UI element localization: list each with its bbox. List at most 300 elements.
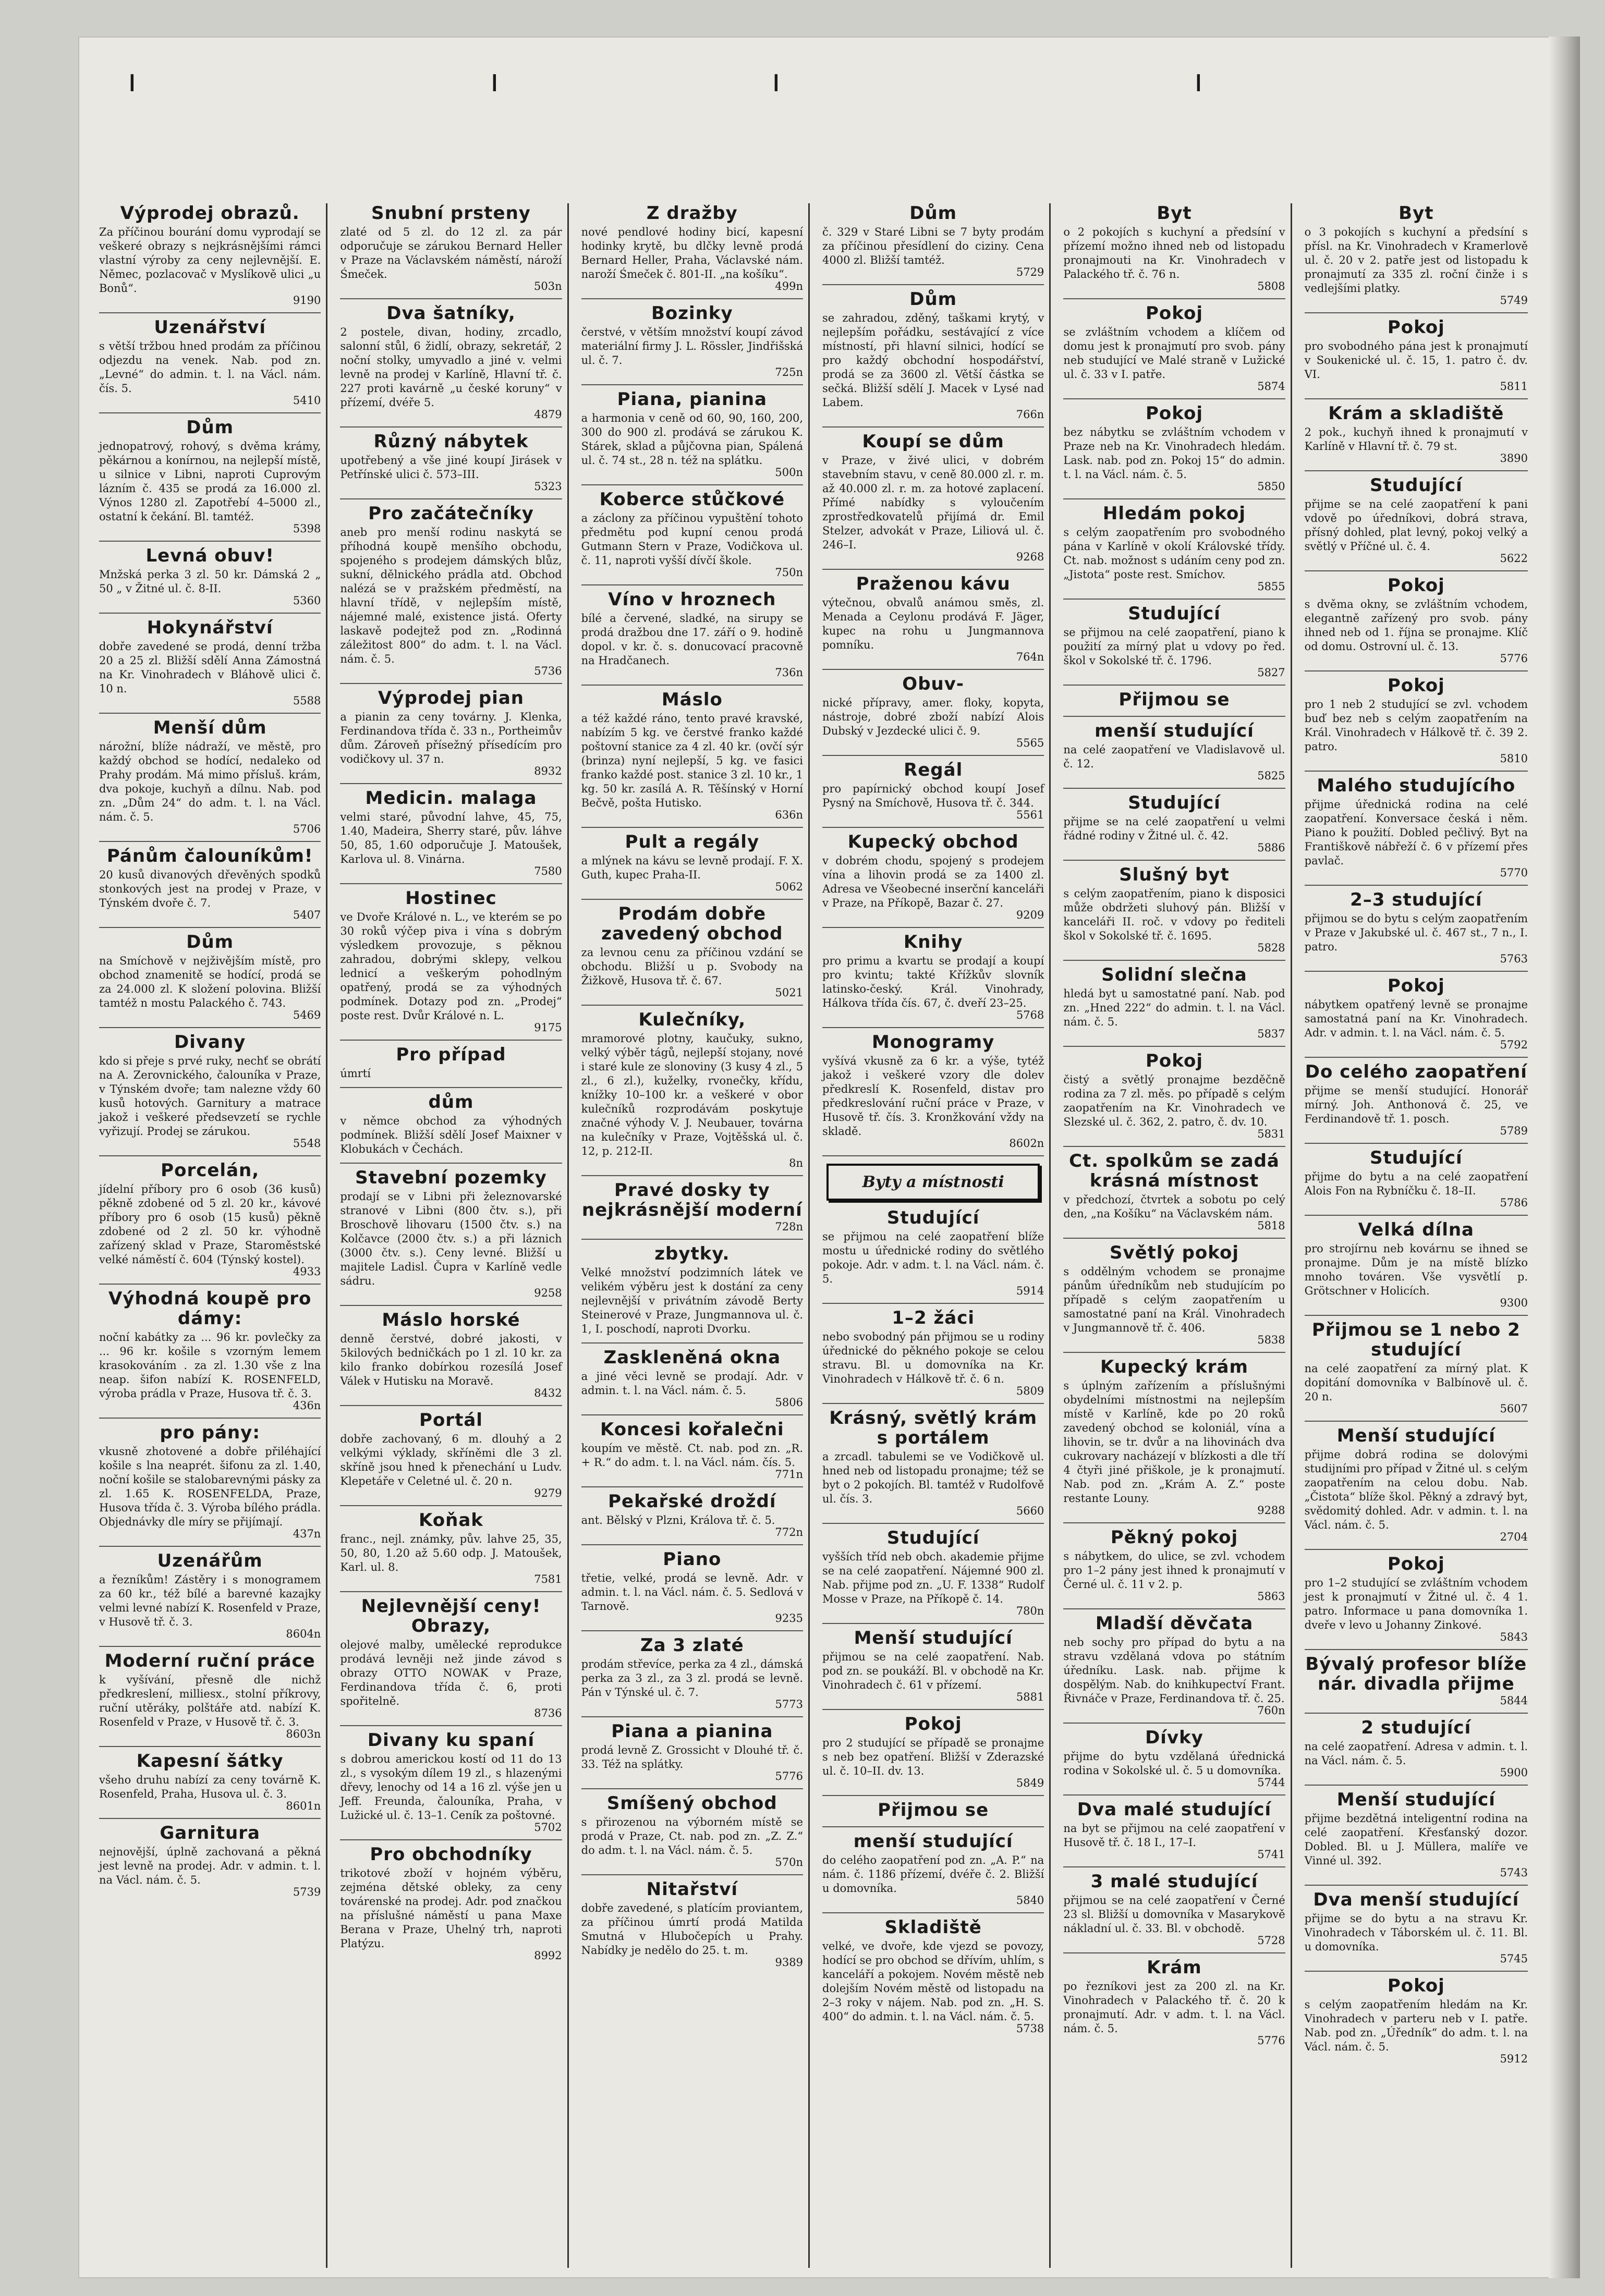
column-6 bbox=[1299, 203, 1533, 2268]
ad-text: upotřebený a vše jiné koupí Jirásek v Petřínské ulici č. 573–III. bbox=[340, 454, 562, 481]
ad-number: 9209 bbox=[1016, 909, 1044, 921]
ad-text: na celé zaopatření. Adresa v admin. t. l. na Václ. nám. č. 5. bbox=[1304, 1740, 1528, 1767]
ad-text: pro papírnický obchod koupí Josef Pysný na Smíchově, Husova tř. č. 344. bbox=[822, 783, 1044, 809]
ad-text: a řezníkům! Zástěry i s monogramem za 60 kr., též bílé a barevné kazajky velmi levné nabízí K. Rosenfeld v Praze, v Husově tř. č. 3. bbox=[99, 1573, 321, 1628]
ad-title: Dva menší studující bbox=[1313, 1889, 1519, 1910]
ad-title: Malého studujícího bbox=[1317, 775, 1516, 796]
column-3 bbox=[576, 203, 810, 2268]
ad-number: 5886 bbox=[1257, 841, 1285, 854]
ad-number: 5738 bbox=[1016, 2022, 1044, 2035]
ad-text: franc., nejl. známky, pův. lahve 25, 35, 50, 80, 1.20 až 5.60 odp. J. Matoušek, Karl. ul. 8. bbox=[340, 1533, 562, 1573]
classified-ad bbox=[1305, 1976, 1528, 2065]
ad-text: pro strojírnu neb kovárnu se ihned se pronajme. Dům je na místě blízko mnoho továren. Vše vysvětlí p. Grötschner v Holicích. bbox=[1304, 1242, 1528, 1297]
ad-divider bbox=[581, 1630, 803, 1631]
ad-divider bbox=[340, 1839, 562, 1840]
ad-text: dobře zavedené se prodá, denní tržba 20 a 25 zl. Bližší sdělí Anna Zámostná na Kr. Vinohradech v Bláhově ulici č. 10 n. bbox=[99, 640, 321, 695]
ad-divider bbox=[822, 426, 1044, 428]
ad-divider bbox=[1063, 716, 1285, 717]
ad-text: o 2 pokojích s kuchyní a předsíní v přízemí možno ihned neb od listopadu pronajmouti na Kr. Vinohradech v Palackého tř. č. 76 n. bbox=[1063, 226, 1285, 280]
classified-ad bbox=[340, 303, 562, 420]
ad-divider bbox=[581, 1788, 803, 1789]
ad-divider bbox=[1305, 1315, 1528, 1316]
classified-ad bbox=[822, 203, 1044, 278]
ad-number: 5808 bbox=[1257, 280, 1285, 292]
ad-number: 5360 bbox=[293, 594, 321, 607]
classified-ad bbox=[1305, 976, 1528, 1051]
ad-divider bbox=[822, 284, 1044, 285]
classified-ad bbox=[340, 1510, 562, 1585]
ad-number: 5763 bbox=[1500, 952, 1528, 965]
classified-ad bbox=[581, 590, 803, 678]
ad-text: jídelní příbory pro 6 osob (36 kusů) pěkně zdobené od 5 zl. 20 kr., kávové příbory pro 6 osob (15 kusů) pěkně zdobené od 2 zl. 50 kr. výhodně zařízený sklad v Praze, Staroměstské velké náměstí č. 604 (Týnský kostel). bbox=[99, 1183, 321, 1266]
classified-ad bbox=[340, 432, 562, 492]
classified-ad bbox=[581, 1721, 803, 1782]
ad-divider bbox=[1305, 670, 1528, 671]
ad-text: přijme se na celé zaopatření u velmi řádné rodiny v Žitné ul. č. 42. bbox=[1063, 815, 1285, 842]
ad-divider bbox=[581, 1342, 803, 1344]
ad-divider bbox=[1305, 1215, 1528, 1216]
classified-ad bbox=[822, 289, 1044, 420]
classified-ad bbox=[99, 203, 321, 306]
ad-text: po řezníkovi jest za 200 zl. na Kr. Vinohradech v Palackého tř. č. 20 k pronajmutí. Adr. v adm. t. l. na Václ. nám. č. 5. bbox=[1063, 1980, 1285, 2035]
ad-divider bbox=[340, 1087, 562, 1088]
ad-text: vkusně zhotovené a dobře přiléhající košile s lna neaprét. šifonu za zl. 1.40, noční košile se stalobarevnými pásky za zl. 1.65 K. ROSENFELDA, Praze, Husova třída č. 3. Výroba bílého prádla. Objednávky dle míry se přijímají. bbox=[99, 1445, 321, 1528]
ad-title: Dům bbox=[186, 417, 234, 438]
ad-number: 5706 bbox=[293, 823, 321, 835]
column-5 bbox=[1058, 203, 1292, 2268]
ad-title: Kulečníky, bbox=[638, 1009, 746, 1030]
ad-title: Pokoj bbox=[1145, 303, 1203, 324]
ad-divider bbox=[1305, 1057, 1528, 1058]
ad-number: 4933 bbox=[293, 1265, 321, 1278]
ad-text: a zrcadl. tabulemi se ve Vodičkově ul. hned neb od listopadu pronajme; též se byt o 2 pokojích. Bl. tamtéž v Rudolfově ul. čís. 3. bbox=[822, 1450, 1044, 1505]
ad-text: a jiné věci levně se prodají. Adr. v admin. t. l. na Václ. nám. č. 5. bbox=[581, 1370, 803, 1397]
ad-title: Pánům čalouníkům! bbox=[106, 846, 313, 866]
ad-divider bbox=[340, 683, 562, 684]
ad-divider bbox=[99, 412, 321, 413]
ad-title: Koncesi kořalečni bbox=[600, 1419, 784, 1440]
classified-ad bbox=[1063, 1958, 1285, 2046]
ad-divider bbox=[1305, 398, 1528, 399]
ad-title: Pro obchodníky bbox=[370, 1844, 532, 1865]
ad-text: nábytkem opatřený levně se pronajme samostatná paní na Kr. Vinohradech. Adr. v admin. t. l. na Václ. nám. č. 5. bbox=[1304, 998, 1528, 1039]
classified-ad bbox=[340, 1045, 562, 1081]
ad-divider bbox=[1305, 1885, 1528, 1886]
ad-number: 5745 bbox=[1500, 1952, 1528, 1965]
ad-title: 2–3 studující bbox=[1350, 889, 1482, 910]
ad-text: a též každé ráno, tento pravé kravské, nabízím 5 kg. ve čerstvé franko každé poštovní stanice za 4 zl. 40 kr. (ovčí sýr (brinza) nyní nejlepší, 5 kg. ve fasici franko každé post. stanice 3 zl. 10 kr., 1 kg. 50 kr. zasílá A. R. Těšínský v Horní Bečvě, pošta Hutisko. bbox=[581, 712, 803, 809]
classified-ad bbox=[1063, 793, 1285, 853]
ad-number: 5855 bbox=[1257, 580, 1285, 593]
ad-text: jednopatrový, rohový, s dvěma krámy, pěkárnou a konírnou, na nejlepší místě, u silnice v Libni, naproti Cuprovým lázním č. 435 se prodá za 16.000 zl. Výnos 1280 zl. Zapotřebí 4–5000 zl., ostatní k čekání. Bl. tamtéž. bbox=[99, 440, 321, 523]
ad-title: Pravé dosky ty nejkrásnější moderní bbox=[581, 1180, 803, 1220]
classified-ad bbox=[822, 1831, 1044, 1906]
ad-number: 5818 bbox=[1257, 1219, 1285, 1232]
ad-number: 5786 bbox=[1500, 1196, 1528, 1209]
ad-text: aneb pro menší rodinu naskytá se příhodná koupě menšího obchodu, spojeného s prodejem dámských blůz, sukní, dělnického prádla atd. Obchod nalézá se v pražském předměstí, na hlavní třídě, v nejlepším místě, nájemné malé, existence jistá. Oferty laskavě podejtež pod zn. „Rodinná záležitost 800“ do adm. t. l. na Václ. nám. č. 5. bbox=[340, 526, 562, 665]
ad-number: 5410 bbox=[293, 394, 321, 407]
ad-text: a mlýnek na kávu se levně prodají. F. X. Guth, kupec Praha-II. bbox=[581, 854, 803, 881]
ad-divider bbox=[1063, 1238, 1285, 1239]
ad-title: Nitařství bbox=[646, 1879, 738, 1900]
ad-number: 8604n bbox=[286, 1628, 321, 1640]
ad-number: 736n bbox=[775, 666, 803, 679]
ad-title: Menší studující bbox=[854, 1628, 1013, 1648]
ad-title: Za 3 zlaté bbox=[640, 1635, 744, 1656]
ad-divider bbox=[340, 498, 562, 499]
ad-text: 20 kusů divanových dřevěných spodků stonkových jest na prodej v Praze, v Týnském dvoře č. 7. bbox=[99, 869, 321, 909]
ad-divider bbox=[822, 1826, 1044, 1827]
ad-text: přijmou se na celé zaopatření v Černé 23 sl. Bližší u domovníka v Masarykově nákladní ul. č. 33. Bl. v obchodě. bbox=[1063, 1894, 1285, 1935]
ad-title: Krám bbox=[1147, 1957, 1202, 1978]
ad-number: 5736 bbox=[534, 665, 562, 677]
ad-text: nejnovější, úplně zachovaná a pěkná jest levně na prodej. Adr. v admin. t. l. na Václ. nám. č. 5. bbox=[99, 1846, 321, 1886]
ad-text: kdo si přeje s prvé ruky, nechť se obrátí na A. Zerovnického, čalouníka v Praze, v Týnském dvoře; tam nalezne vždy 60 kusů hotových. Garnitury a matrace jakož i veškeré předsevzetí se rychle vyřizují. Prodej se zárukou. bbox=[99, 1055, 321, 1138]
ad-number: 5622 bbox=[1500, 552, 1528, 565]
ad-text: přijme dobrá rodina se dolovými studijními pro případ v Žitné ul. s celým zaopatřením na celou dobu. Nab. „Čistota“ blíže škol. Pěkný a zdravý byt, svědomitý dohled. Adr. v admin. t. l. na Václ. nám. č. 5. bbox=[1304, 1448, 1528, 1531]
classified-ad bbox=[99, 618, 321, 706]
ad-title: Dva malé studující bbox=[1077, 1799, 1272, 1820]
ad-number: 5900 bbox=[1500, 1766, 1528, 1779]
ad-number: 5768 bbox=[1016, 1009, 1044, 1021]
ad-title: Z dražby bbox=[646, 203, 738, 224]
ad-title: Máslo horské bbox=[382, 1310, 520, 1330]
classified-ad bbox=[1305, 1320, 1528, 1414]
ad-title: Mladší děvčata bbox=[1095, 1613, 1254, 1634]
ad-number: 5844 bbox=[1500, 1694, 1528, 1707]
ad-text: přijmou se na celé zaopatření. Nab. pod zn. se poukáží. Bl. v obchodě na Kr. Vinohradech č. 61 v přízemí. bbox=[822, 1651, 1044, 1691]
classified-ad bbox=[1063, 690, 1285, 710]
ad-text: a pianin za ceny továrny. J. Klenka, Ferdinandova třída č. 33 n., Portheimův dům. Zároveň přísežný přísedícím pro vodičkovy ul. 37 n. bbox=[340, 711, 562, 765]
ad-number: 5660 bbox=[1016, 1505, 1044, 1517]
ad-title: Slušný byt bbox=[1119, 864, 1230, 885]
ad-number: 436n bbox=[293, 1399, 321, 1412]
ad-number: 7580 bbox=[534, 865, 562, 877]
ad-number: 5806 bbox=[775, 1396, 803, 1409]
ad-title: Obuv- bbox=[902, 674, 965, 694]
ad-title: Přijmou se bbox=[878, 1800, 989, 1821]
classified-ad bbox=[581, 1492, 803, 1538]
ad-divider bbox=[1063, 860, 1285, 861]
classified-ad bbox=[1305, 475, 1528, 564]
ad-divider bbox=[822, 569, 1044, 570]
ad-divider bbox=[1063, 599, 1285, 600]
ad-divider bbox=[340, 1591, 562, 1592]
classified-ad bbox=[1063, 1872, 1285, 1946]
ad-divider bbox=[1063, 1146, 1285, 1147]
ad-text: výtečnou, obvalů anámou směs, zl. Menada a Ceylonu prodává F. Jäger, kupec na rohu u Jungmannova pomníku. bbox=[822, 596, 1044, 651]
ad-divider bbox=[340, 883, 562, 884]
ad-text: v Praze, v živé ulici, v dobrém stavebním stavu, v ceně 80.000 zl. r. m. až 40.000 zl. r. m. za hotové zaplacení. Přímé nabídky s vyloučením zprostředkovatelů přijímá dr. Emil Stelzer, advokát v Praze, Liliová ul. č. 246–I. bbox=[822, 454, 1044, 551]
classified-ad bbox=[99, 1289, 321, 1411]
ad-divider bbox=[1305, 312, 1528, 313]
ad-divider bbox=[340, 1163, 562, 1164]
ad-title: Solidní slečna bbox=[1101, 964, 1247, 985]
classified-ad bbox=[1063, 1243, 1285, 1346]
ad-number: 766n bbox=[1016, 408, 1044, 421]
ad-text: hledá byt u samostatné paní. Nab. pod zn. „Hned 222“ do admin. t. l. na Václ. nám. č. 5. bbox=[1063, 987, 1285, 1028]
classified-ad bbox=[581, 832, 803, 893]
ad-text: neb sochy pro případ do bytu a na stravu vzdělaná vdova po státním úředníku. Lask. nab. přijme k dospělým. Nab. do knihkupectví Frant. Řivnáče v Praze, Ferdinandova tř. č. 25. bbox=[1063, 1636, 1285, 1705]
ad-title: Hostinec bbox=[405, 888, 497, 909]
ad-text: s úplným zařízením a příslušnými obydelními místnostmi na nejlepším místě v Karlíně, kde po 20 roků zavedený obchod se koloniál, vína a lihovin, se tr. dvůr a na lihovinách dva cukrovary nacházejí v blízkosti a dle tří 4 čtyři jiné přiškole, je k pronajmutí. Nab. pod zn. „Krám A. Z.“ poste restante Louny. bbox=[1063, 1379, 1285, 1505]
ad-number: 5849 bbox=[1016, 1777, 1044, 1789]
ad-title: menší studující bbox=[1095, 720, 1254, 741]
ad-text: všeho druhu nabízí za ceny továrně K. Rosenfeld, Praha, Husova ul. č. 3. bbox=[99, 1774, 321, 1800]
classified-ad bbox=[581, 904, 803, 998]
ad-divider bbox=[99, 1155, 321, 1156]
ad-divider bbox=[99, 613, 321, 614]
ad-text: v němce obchod za výhodných podmínek. Bližší sdělí Josef Maixner v Klobukách v Čechách. bbox=[340, 1115, 562, 1155]
ad-number: 8992 bbox=[534, 1949, 562, 1962]
ad-text: trikotové zboží v hojném výběru, zejména dětské obleky, za ceny továrenské na prodej. Adr. pod značkou na příslušné náměstí u pana Maxe Berana v Praze, Uhelný trh, naproti Platýzu. bbox=[340, 1867, 562, 1950]
ad-divider bbox=[99, 1284, 321, 1285]
classified-ad bbox=[1305, 404, 1528, 464]
ad-text: s celým zaopatřením pro svobodného pána v Karlíně v okolí Královské třídy. Ct. nab. možnost s udáním ceny pod zn. „Jistota“ poste rest. Smíchov. bbox=[1063, 526, 1285, 581]
ad-number: 7581 bbox=[534, 1573, 562, 1585]
ad-title: dům bbox=[428, 1092, 474, 1113]
ad-divider bbox=[581, 1005, 803, 1006]
ad-text: pro 1 neb 2 studující se zvl. vchodem buď bez neb s celým zaopatřením na Král. Vinohradech v Hálkově tř. č. 39 2. patro. bbox=[1304, 698, 1528, 753]
ad-title: Pult a regály bbox=[625, 832, 760, 852]
ad-divider bbox=[1063, 960, 1285, 961]
classified-ad bbox=[340, 1410, 562, 1499]
classified-ad bbox=[581, 203, 803, 292]
classified-columns bbox=[94, 203, 1533, 2268]
ad-number: 5728 bbox=[1257, 1934, 1285, 1947]
ad-divider bbox=[822, 755, 1044, 756]
ad-title: Praženou kávu bbox=[856, 573, 1011, 594]
ad-divider bbox=[99, 841, 321, 842]
classified-ad bbox=[340, 1092, 562, 1156]
ad-number: 5062 bbox=[775, 881, 803, 893]
ad-number: 5743 bbox=[1500, 1866, 1528, 1879]
ad-divider bbox=[1305, 971, 1528, 972]
ad-title: Pokoj bbox=[1145, 1051, 1203, 1071]
ad-title: Piana, pianina bbox=[617, 389, 768, 410]
classified-ad bbox=[99, 718, 321, 835]
ad-number: 5881 bbox=[1016, 1691, 1044, 1703]
ad-number: 5398 bbox=[293, 522, 321, 535]
ad-number: 5729 bbox=[1016, 266, 1044, 278]
ad-divider bbox=[99, 1746, 321, 1747]
ad-text: pro svobodného pána jest k pronajmutí v Soukenické ul. č. 15, 1. patro č. dv. VI. bbox=[1304, 340, 1528, 381]
ad-number: 5739 bbox=[293, 1886, 321, 1898]
ad-divider bbox=[99, 312, 321, 313]
ad-text: Za příčinou bourání domu vyprodají se veškeré obrazy s nejkrásnějšími rámci vlastní výroby za ceny nejlevnější. E. Němec, pozlacovač v Myslíkově ulici „u Bonů“. bbox=[99, 226, 321, 295]
ad-title: Medicin. malaga bbox=[365, 788, 537, 809]
ad-title: Snubní prsteny bbox=[371, 203, 531, 224]
ad-title: Piana a pianina bbox=[611, 1721, 773, 1742]
column-2 bbox=[335, 203, 568, 2268]
ad-divider bbox=[1305, 885, 1528, 886]
ad-title: Kupecký krám bbox=[1100, 1357, 1248, 1377]
ad-text: na celé zaopatření ve Vladislavově ul. č. 12. bbox=[1063, 743, 1285, 770]
ad-text: pro 1–2 studující se zvláštním vchodem jest k pronajmutí v Žitné ul. č. 4 1. patro. Informace u pana domovníka 1. dveře v levo u Johanny Zinkové. bbox=[1304, 1577, 1528, 1631]
ad-divider bbox=[1063, 298, 1285, 299]
ad-divider bbox=[581, 899, 803, 900]
ad-text: přijme se do bytu a na stravu Kr. Vinohradech v Táborském ul. č. 11. Bl. u domovníka. bbox=[1304, 1912, 1528, 1953]
ad-divider bbox=[1063, 1046, 1285, 1047]
ad-number: 8602n bbox=[1009, 1137, 1044, 1150]
ad-text: čerstvé, v větším množství koupí závod materiální firmy J. L. Rössler, Jindřišská ul. č. 7. bbox=[581, 326, 803, 367]
ad-text: se přijmou na celé zaopatření blíže mostu u úřednické rodiny do světlého pokoje. Adr. v adm. t. l. na Václ. nám. č. 5. bbox=[822, 1230, 1044, 1285]
ad-number: 728n bbox=[775, 1220, 803, 1233]
classified-ad bbox=[340, 1596, 562, 1719]
ad-text: s oddělným vchodem se pronajme pánům úředníkům neb studujícím po případě s celým zaopatřením u samostatné paní na Král. Vinohradech v Jungmannově tř. č. 406. bbox=[1063, 1265, 1285, 1334]
ad-divider bbox=[1305, 570, 1528, 571]
ad-number: 9235 bbox=[775, 1612, 803, 1625]
ad-text: na byt se přijmou na celé zaopatření v Husově tř. č. 18 I., 17–I. bbox=[1063, 1822, 1285, 1849]
classified-ad bbox=[99, 1161, 321, 1277]
ad-text: k vyšívání, přesně dle nichž předkreslení, milliesx., stolní příkrovy, ruční utěráky, polštáře atd. nabízí K. Rosenfeld v Praze, v Husově tř. č. 3. bbox=[99, 1674, 321, 1728]
ad-divider bbox=[1305, 771, 1528, 772]
ad-divider bbox=[581, 584, 803, 585]
ad-divider bbox=[99, 1027, 321, 1028]
ad-number: 5825 bbox=[1257, 770, 1285, 782]
classified-ad bbox=[99, 317, 321, 406]
ad-text: úmrtí bbox=[340, 1067, 371, 1080]
classified-ad bbox=[1063, 404, 1285, 492]
ad-divider bbox=[822, 1403, 1044, 1404]
ad-divider bbox=[99, 1418, 321, 1419]
ad-number: 725n bbox=[775, 366, 803, 378]
classified-ad bbox=[822, 1800, 1044, 1820]
ad-divider bbox=[822, 1027, 1044, 1028]
classified-ad bbox=[99, 1551, 321, 1640]
ad-divider bbox=[581, 298, 803, 299]
ad-title: Krásný, světlý krám s portálem bbox=[829, 1408, 1038, 1448]
ad-title: Koberce stůčkové bbox=[599, 489, 785, 510]
ad-number: 5776 bbox=[1500, 652, 1528, 665]
ad-number: 570n bbox=[775, 1856, 803, 1868]
classified-ad bbox=[822, 574, 1044, 663]
classified-ad bbox=[822, 832, 1044, 921]
ad-number: 760n bbox=[1257, 1704, 1285, 1717]
classified-ad bbox=[1305, 1426, 1528, 1543]
ad-title: Dva šatníky, bbox=[386, 303, 516, 324]
ad-title: Hokynářství bbox=[147, 617, 273, 638]
classified-ad bbox=[581, 1793, 803, 1868]
classified-ad bbox=[1305, 1062, 1528, 1137]
classified-ad bbox=[1305, 1654, 1528, 1706]
ad-title: Studující bbox=[886, 1528, 980, 1548]
ad-title: Víno v hroznech bbox=[608, 589, 776, 610]
ad-divider bbox=[1305, 1971, 1528, 1972]
ad-number: 5741 bbox=[1257, 1848, 1285, 1861]
classified-ad bbox=[340, 203, 562, 292]
ad-number: 5811 bbox=[1500, 380, 1528, 393]
ad-number: 9389 bbox=[775, 1956, 803, 1969]
ad-title: Koňak bbox=[419, 1510, 483, 1531]
ad-text: o 3 pokojích s kuchyní a předsíní s přísl. na Kr. Vinohradech v Kramerlově ul. č. 20 v 2. patře jest od listopadu k pronajmutí za 335 zl. roční činže i s vedlejšími platky. bbox=[1304, 226, 1528, 295]
ad-number: 5776 bbox=[1257, 2034, 1285, 2047]
ad-number: 5828 bbox=[1257, 942, 1285, 954]
ad-number: 5792 bbox=[1500, 1039, 1528, 1051]
ad-text: se přijmou na celé zaopatření, piano k použití za mírný plat u vdovy po řed. škol v Sokolské tř. č. 1796. bbox=[1063, 626, 1285, 667]
classified-ad bbox=[1305, 1220, 1528, 1309]
ad-title: pro pány: bbox=[160, 1422, 260, 1443]
classified-ad bbox=[340, 1168, 562, 1299]
ad-text: pro 2 studující se případě se pronajme s neb bez opatření. Bližší v Zderazské ul. č. 10–II. dv. 13. bbox=[822, 1737, 1044, 1777]
ad-number: 5863 bbox=[1257, 1590, 1285, 1603]
ad-text: ve Dvoře Králové n. L., ve kterém se po 30 roků výčep piva i vína s dobrým výsledkem provozuje, s pěknou zahradou, dobrými sklepy, velkou lednicí a veškerým pohodlným opatřený, prodá se za výhodných podmínek. Dotazy pod zn. „Prodej“ poste rest. Dvůr Králové n. L. bbox=[340, 911, 562, 1022]
ad-divider bbox=[1305, 1649, 1528, 1650]
ad-divider bbox=[1063, 398, 1285, 399]
ad-text: nebo svobodný pán přijmou se u rodiny úřednické do pěkného pokoje se celou stravu. Bl. u domovníka na Kr. Vinohradech v Hálkově tř. č. 6 n. bbox=[822, 1330, 1044, 1385]
ad-text: přijme se na celé zaopatření k pani vdově po úředníkovi, dobrá strava, přísný dohled, plat levný, pokoj velký a světlý v Příčné ul. č. 4. bbox=[1304, 498, 1528, 553]
classified-ad bbox=[340, 1730, 562, 1833]
ad-title: Kapesní šátky bbox=[136, 1751, 284, 1772]
ad-text: koupím ve městě. Ct. nab. pod zn. „R. + R.“ do adm. t. l. na Václ. nám. čís. 5. bbox=[581, 1442, 803, 1469]
ad-divider bbox=[1063, 788, 1285, 789]
ad-text: přijme se menší studující. Honorář mírný. Joh. Anthonová č. 25, ve Ferdinandově tř. 1. posch. bbox=[1304, 1084, 1528, 1125]
ad-number: 4879 bbox=[534, 408, 562, 421]
classified-ad bbox=[581, 1180, 803, 1232]
ad-divider bbox=[581, 1874, 803, 1875]
ad-divider bbox=[99, 713, 321, 714]
ad-divider bbox=[1063, 1608, 1285, 1609]
ad-title: Dívky bbox=[1145, 1727, 1203, 1748]
ad-text: prodám střevíce, perka za 4 zl., dámská perka za 3 zl., za 3 zl. prodá se levně. Pán v Týnské ul. č. 7. bbox=[581, 1658, 803, 1699]
ad-text: s nábytkem, do ulice, se zvl. vchodem pro 1–2 pány jest ihned k pronajmutí v Černé ul. č. 11 v 2. p. bbox=[1063, 1550, 1285, 1591]
ad-divider bbox=[822, 1155, 1044, 1156]
ad-title: Krám a skladiště bbox=[1328, 403, 1504, 424]
ad-number: 5789 bbox=[1500, 1125, 1528, 1137]
ad-text: 2 postele, divan, hodiny, zrcadlo, salonní stůl, 6 židlí, obrazy, sekretář, 2 noční stolky, umyvadlo a jiné v. velmi levně na prodej v Karlíně, Hlavní tř. č. 227 proti kavárně „u české koruny“ v přízemí, dvéře 5. bbox=[340, 326, 562, 409]
ad-title: menší studující bbox=[853, 1831, 1013, 1852]
ad-title: Studující bbox=[1370, 1147, 1463, 1168]
ad-title: Smíšený obchod bbox=[606, 1793, 777, 1814]
ad-title: Menší studující bbox=[1336, 1425, 1495, 1446]
ad-text: nárožní, blíže nádraží, ve městě, pro každý obchod se hodící, nedaleko od Prahy prodám. Má mimo přísluš. krám, dva pokoje, kuchyň a dílnu. Nab. pod zn. „Dům 24“ do adm. t. l. na Václ. nám. č. 5. bbox=[99, 740, 321, 823]
classified-ad bbox=[340, 504, 562, 677]
ad-title: 1–2 žáci bbox=[892, 1308, 975, 1328]
ad-title: 3 malé studující bbox=[1090, 1871, 1258, 1892]
ad-divider bbox=[822, 1709, 1044, 1710]
ad-divider bbox=[581, 827, 803, 828]
page-edge-shadow bbox=[1549, 36, 1580, 2278]
ad-title: Pro začátečníky bbox=[368, 503, 534, 524]
ad-text: přijme úřednická rodina na celé zaopatření. Konversace česká i něm. Piano k použití. Dobled pečlivý. Byt na Františkově nábřeží č. 6 v přízemí přes pavlač. bbox=[1304, 798, 1528, 867]
ad-title: Dům bbox=[909, 289, 957, 310]
top-mark: ı bbox=[490, 63, 499, 99]
ad-divider bbox=[99, 1546, 321, 1547]
classified-ad bbox=[1063, 203, 1285, 292]
ad-number: 5702 bbox=[534, 1821, 562, 1834]
ad-number: 772n bbox=[775, 1526, 803, 1538]
ad-title: Ct. spolkům se zadá krásná místnost bbox=[1069, 1151, 1280, 1191]
ad-number: 5809 bbox=[1016, 1385, 1044, 1397]
classified-ad bbox=[581, 690, 803, 821]
ad-number: 9258 bbox=[534, 1287, 562, 1299]
ad-divider bbox=[1305, 470, 1528, 471]
ad-text: v předchozí, čtvrtek a sobotu po celý den, „na Košíku“ na Václavském nám. bbox=[1063, 1193, 1285, 1220]
ad-title: Piano bbox=[663, 1549, 722, 1570]
classified-ad bbox=[340, 1310, 562, 1399]
ad-divider bbox=[1305, 1785, 1528, 1786]
ad-number: 5840 bbox=[1016, 1894, 1044, 1907]
ad-number: 5850 bbox=[1257, 480, 1285, 493]
ad-text: zlaté od 5 zl. do 12 zl. za pár odporučuje se zárukou Bernard Heller v Praze na Václavském náměstí, nároží Śmeček. bbox=[340, 226, 562, 280]
ad-divider bbox=[581, 384, 803, 385]
classified-ad bbox=[1305, 1554, 1528, 1643]
ad-divider bbox=[822, 1795, 1044, 1796]
ad-text: č. 329 v Staré Libni se 7 byty prodám za příčinou přesídlení do ciziny. Cena 4000 zl. Bližší tamtéž. bbox=[822, 226, 1044, 266]
ad-title: Pěkný pokoj bbox=[1110, 1527, 1238, 1548]
ad-number: 5607 bbox=[1500, 1402, 1528, 1415]
ad-title: Pokoj bbox=[1387, 675, 1445, 696]
